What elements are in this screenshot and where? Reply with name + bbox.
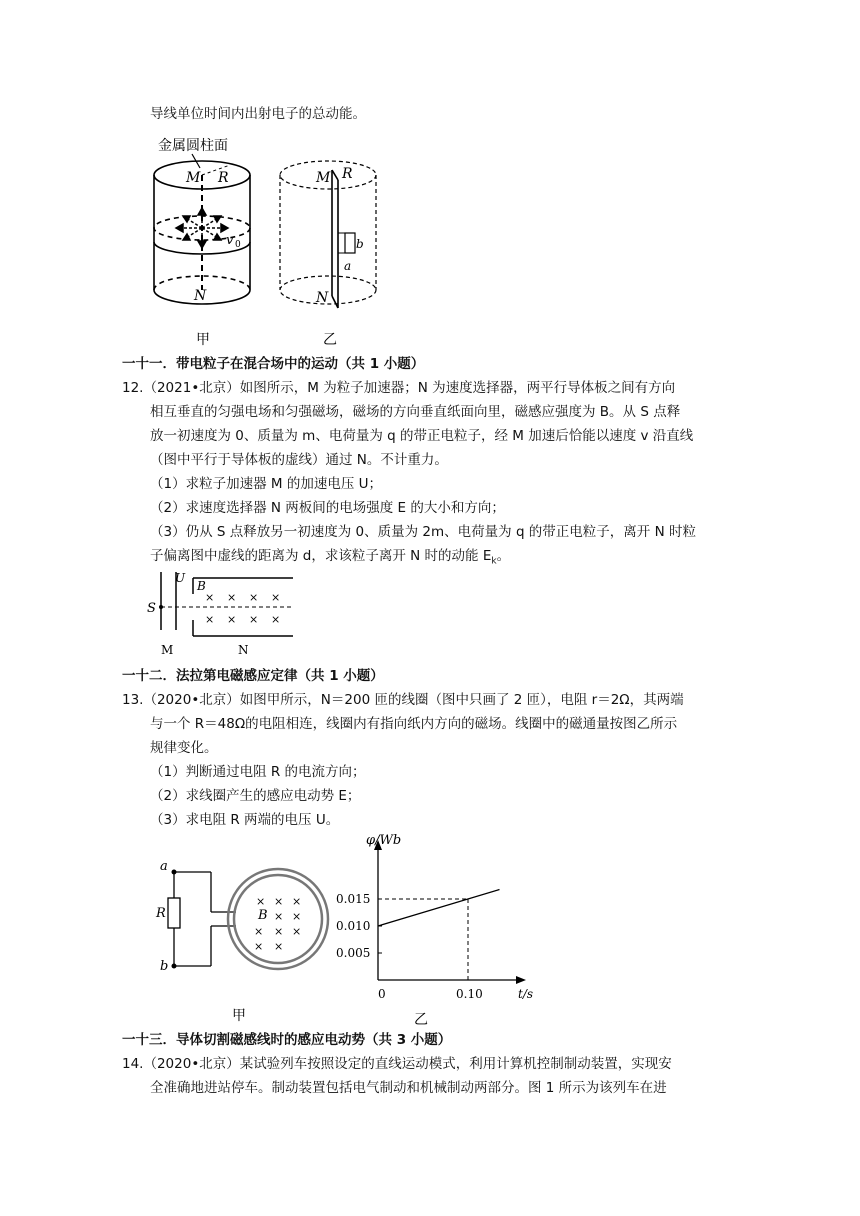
q14-line-2: 全准确地进站停车。制动装置包括电气制动和机械制动两部分。图 1 所示为该列车在进	[150, 1080, 667, 1096]
conductor-plate	[332, 170, 355, 308]
section-heading-11: 一十一．带电粒子在混合场中的运动（共 1 小题）	[122, 356, 425, 372]
svg-text:×: ×	[205, 591, 215, 604]
svg-text:N: N	[194, 288, 207, 304]
q13-line-3: 规律变化。	[150, 740, 218, 756]
svg-text:N: N	[316, 290, 329, 306]
q13-part-2: （2）求线圈产生的感应电动势 E；	[150, 788, 361, 804]
svg-text:×: ×	[254, 925, 264, 938]
solid-cylinder	[154, 161, 250, 304]
caption-yi: 乙	[323, 332, 337, 348]
svg-text:×: ×	[249, 591, 259, 604]
q13-part-3: （3）求电阻 R 两端的电压 U。	[150, 812, 340, 828]
y-tick-label: 0.010	[336, 919, 371, 933]
svg-text:B: B	[197, 579, 206, 593]
q13-line-2: 与一个 R＝48Ω的电阻相连，线圈内有指向纸内方向的磁场。线圈中的磁通量按图乙所示	[150, 716, 678, 732]
intro-line: 导线单位时间内出射电子的总动能。	[150, 106, 366, 122]
figure-title: 金属圆柱面	[158, 138, 228, 154]
x-tick-label: 0.10	[456, 987, 483, 1001]
x-axis-label: t/s	[518, 987, 534, 1001]
q12-part-1: （1）求粒子加速器 M 的加速电压 U；	[150, 476, 382, 492]
y-tick-label: 0.015	[336, 892, 371, 906]
svg-text:M: M	[316, 170, 331, 186]
svg-text:R: R	[342, 166, 353, 182]
svg-text:×: ×	[274, 925, 284, 938]
caption-yi-13: 乙	[414, 1012, 428, 1028]
svg-text:a: a	[344, 259, 352, 273]
q13-line-1: 13.（2020•北京）如图甲所示，N＝200 匝的线圈（图中只画了 2 匝），电阻 r＝2Ω，其两端	[122, 692, 684, 708]
q12-line-2: 相互垂直的匀强电场和匀强磁场，磁场的方向垂直纸面向里，磁感应强度为 B。从 S 点释	[150, 404, 681, 420]
svg-text:0: 0	[235, 240, 241, 250]
svg-text:×: ×	[292, 895, 302, 908]
svg-text:a: a	[160, 859, 168, 874]
magnetic-field-crosses	[205, 591, 280, 626]
cylinder-figure	[140, 130, 400, 352]
coil-field-crosses	[254, 895, 301, 953]
svg-text:U: U	[175, 571, 186, 585]
velocity-selector-figure	[145, 568, 305, 658]
svg-text:M: M	[186, 170, 201, 186]
q12-part-3: （3）仍从 S 点释放另一初速度为 0、质量为 2m、电荷量为 q 的带正电粒子，离开 N 时粒	[150, 524, 696, 540]
svg-text:×: ×	[274, 940, 284, 953]
svg-text:×: ×	[274, 910, 284, 923]
svg-text:×: ×	[249, 613, 259, 626]
q12-part-2: （2）求速度选择器 N 两板间的电场强度 E 的大小和方向；	[150, 500, 505, 516]
q12-line-1: 12.（2021•北京）如图所示，M 为粒子加速器；N 为速度选择器，两平行导体板之间有方向	[122, 380, 676, 396]
svg-text:b: b	[160, 959, 169, 974]
svg-text:S: S	[147, 601, 156, 616]
q12-part-3-cont: 子偏离图中虚线的距离为 d，求该粒子离开 N 时的动能 $E_k$。	[150, 548, 511, 567]
velocity-arrows	[176, 208, 228, 248]
q12-line-4: （图中平行于导体板的虚线）通过 N。不计重力。	[150, 452, 448, 468]
svg-text:×: ×	[256, 895, 266, 908]
flux-series-line	[378, 890, 500, 926]
svg-text:×: ×	[227, 591, 237, 604]
svg-text:B: B	[258, 908, 268, 923]
svg-text:v: v	[226, 233, 234, 248]
coil-circuit-figure	[148, 856, 348, 1026]
svg-text:M: M	[161, 643, 174, 657]
caption-jia-13: 甲	[232, 1008, 246, 1024]
svg-text:×: ×	[205, 613, 215, 626]
y-tick-label: 0.005	[336, 946, 371, 960]
x-tick-label: 0	[378, 987, 386, 1001]
svg-text:R: R	[218, 170, 229, 186]
svg-text:×: ×	[254, 940, 264, 953]
svg-text:N: N	[238, 643, 249, 657]
svg-text:×: ×	[274, 895, 284, 908]
section-heading-12: 一十二．法拉第电磁感应定律（共 1 小题）	[122, 668, 384, 684]
caption-jia: 甲	[196, 332, 210, 348]
q13-part-1: （1）判断通过电阻 R 的电流方向；	[150, 764, 366, 780]
section-heading-13: 一十三．导体切割磁感线时的感应电动势（共 3 小题）	[122, 1032, 452, 1048]
q12-line-3: 放一初速度为 0、质量为 m、电荷量为 q 的带正电粒子，经 M 加速后恰能以速度 v 沿直线	[150, 428, 694, 444]
svg-text:×: ×	[271, 613, 281, 626]
flux-graph	[330, 830, 540, 1028]
svg-text:×: ×	[292, 910, 302, 923]
svg-text:×: ×	[271, 591, 281, 604]
svg-text:R: R	[156, 906, 166, 921]
svg-text:b: b	[356, 237, 364, 251]
svg-text:×: ×	[292, 925, 302, 938]
y-axis-label: φ/Wb	[366, 833, 402, 848]
svg-text:×: ×	[227, 613, 237, 626]
q14-line-1: 14.（2020•北京）某试验列车按照设定的直线运动模式，利用计算机控制制动装置，实现安	[122, 1056, 672, 1072]
